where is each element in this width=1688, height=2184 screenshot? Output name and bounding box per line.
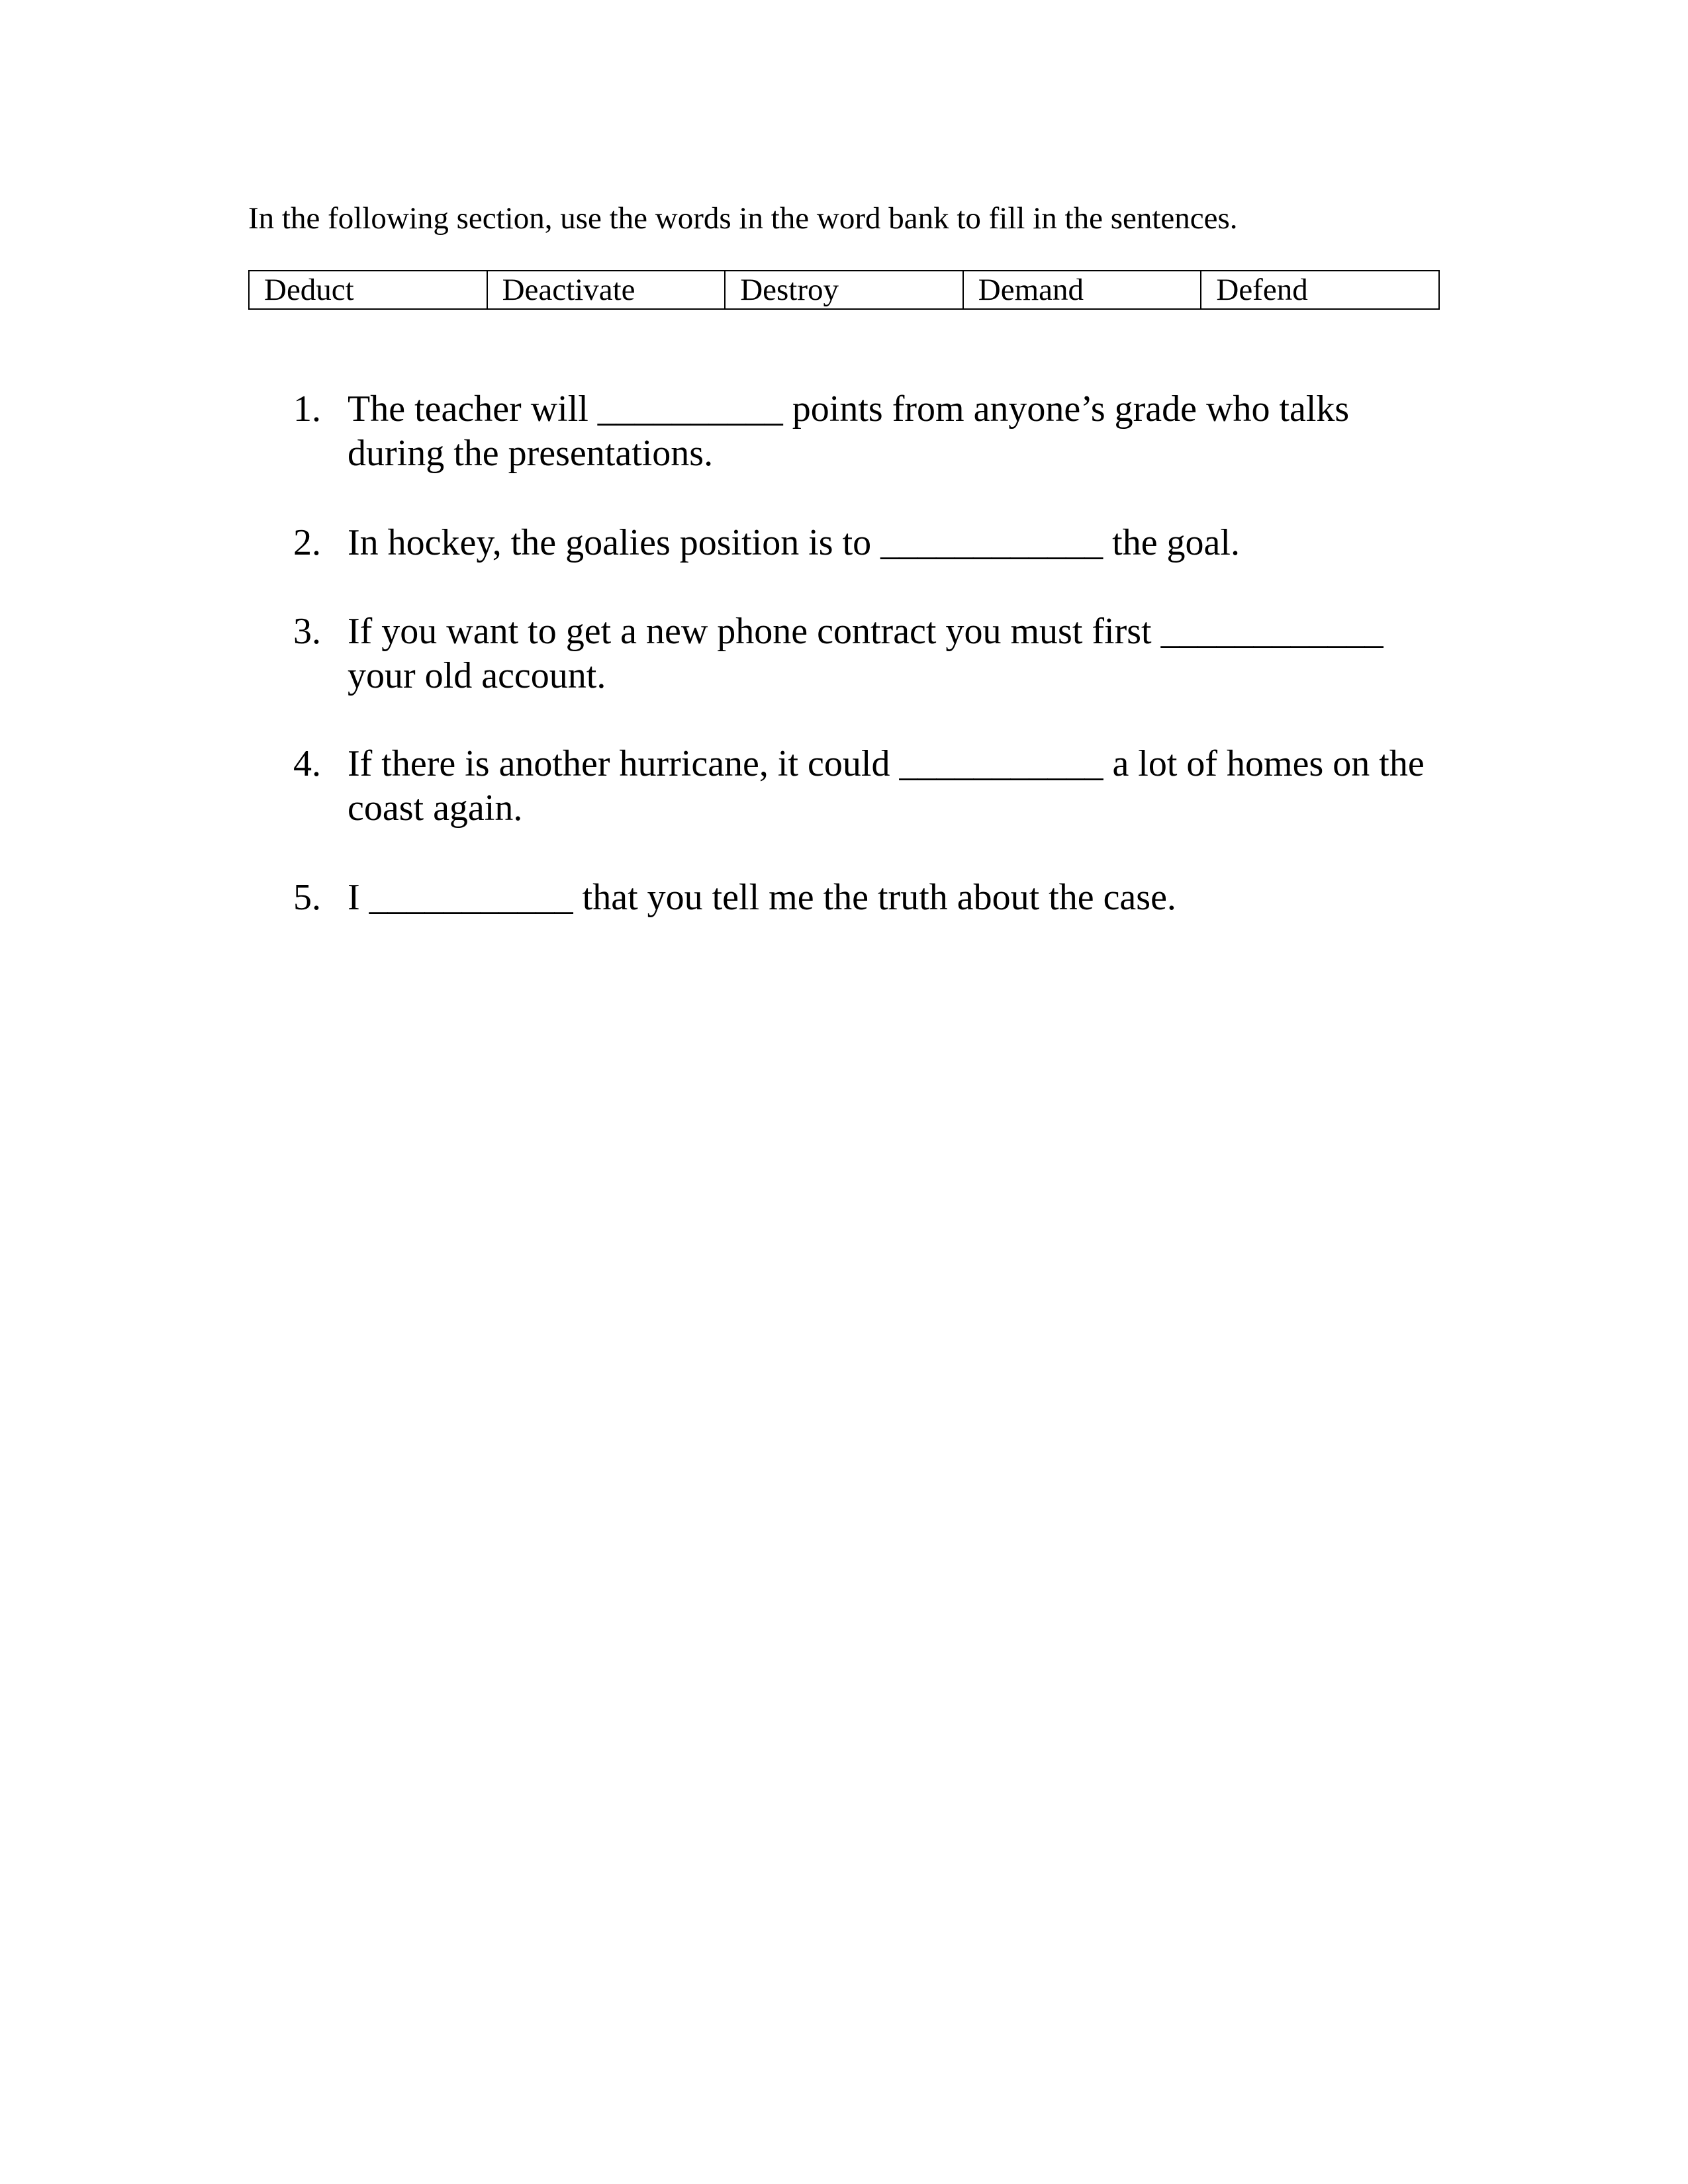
item-text: If there is another hurricane, it could ___________ a lot of homes on the coast again.: [348, 743, 1425, 829]
item-text: In hockey, the goalies position is to ____________ the goal.: [348, 522, 1240, 563]
word-bank-cell: Defend: [1201, 271, 1439, 309]
word-bank-cell: Deduct: [249, 271, 487, 309]
item-number: 3.: [293, 611, 321, 652]
word-bank-cell: Demand: [963, 271, 1201, 309]
word-bank-table: [248, 270, 1440, 310]
item-number: 2.: [293, 522, 321, 563]
item-number: 5.: [293, 877, 321, 918]
item-number: 1.: [293, 388, 321, 430]
item-text: If you want to get a new phone contract you must first ____________ your old account.: [348, 611, 1383, 696]
item-number: 4.: [293, 743, 321, 784]
instructions-text: In the following section, use the words in the word bank to fill in the sentences.: [248, 201, 1238, 236]
word-bank-cell: Deactivate: [487, 271, 726, 309]
word-bank-cell: Destroy: [725, 271, 963, 309]
item-text: I ___________ that you tell me the truth about the case.: [348, 877, 1176, 918]
word-bank-row: [249, 271, 1439, 309]
item-text: The teacher will __________ points from anyone’s grade who talks during the presentations.: [348, 388, 1350, 474]
